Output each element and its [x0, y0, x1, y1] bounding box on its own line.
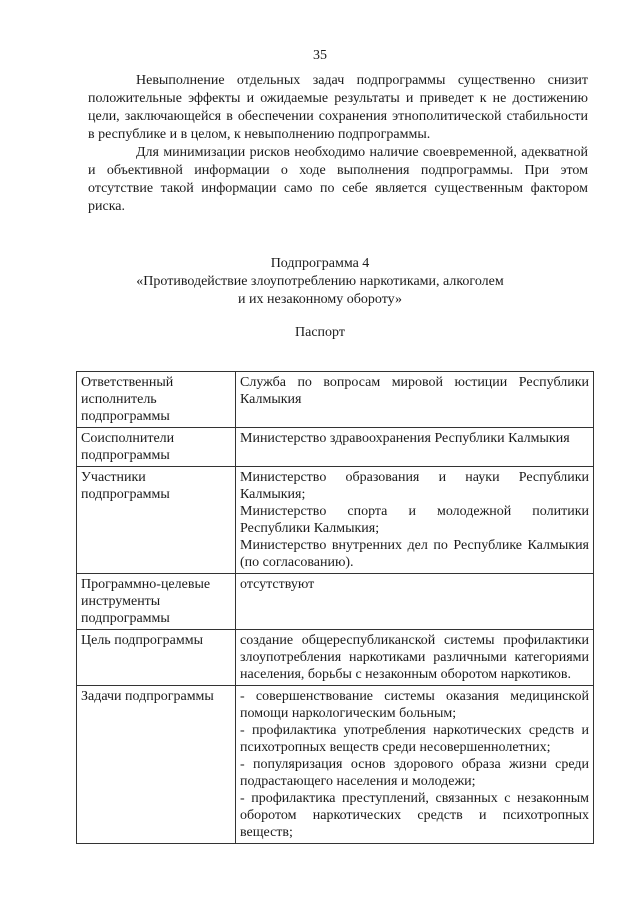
subprogram-title-line-2: и их незаконному обороту»: [238, 292, 402, 307]
table-row: [77, 630, 594, 686]
row-label-goal: Цель подпрограммы: [77, 630, 236, 686]
subprogram-number: Подпрограмма 4: [270, 256, 370, 271]
table-row: [77, 428, 594, 467]
value-line: отсутствуют: [240, 577, 315, 592]
row-label-responsible: Ответственный исполнитель подпрограммы: [77, 372, 236, 428]
subprogram-heading: [0, 255, 640, 309]
passport-table: [76, 371, 594, 844]
value-line: Служба по вопросам мировой юстиции Республики Калмыкия: [240, 375, 589, 407]
passport-title: Паспорт: [295, 325, 345, 340]
row-value-goal: [236, 630, 594, 686]
value-line: - профилактика употребления наркотических средств и психотропных веществ среди несовершеннолетних;: [240, 723, 589, 755]
value-line: создание общереспубликанской системы профилактики злоупотребления наркотиками различными категориями населения, борьбы с незаконным оборотом наркотиков.: [240, 633, 589, 682]
intro-text: [88, 72, 588, 216]
value-line: - профилактика преступлений, связанных с незаконным оборотом наркотических средств и психотропных веществ;: [240, 791, 589, 840]
page-number: 35: [313, 48, 327, 63]
value-line: Министерство здравоохранения Республики Калмыкия: [240, 431, 570, 446]
intro-paragraph-2: Для минимизации рисков необходимо наличие своевременной, адекватной и объективной информации о ходе выполнения подпрограммы. При этом отсутствие такой информации само по себе является существенным фактором риска.: [88, 145, 588, 214]
row-value-tasks: [236, 686, 594, 844]
value-line: - популяризация основ здорового образа жизни среди подрастающего населения и молодежи;: [240, 757, 589, 789]
value-line: - совершенствование системы оказания медицинской помощи наркологическим больным;: [240, 689, 589, 721]
value-line: Министерство внутренних дел по Республике Калмыкия (по согласованию).: [240, 538, 589, 570]
table-row: [77, 372, 594, 428]
row-label-instruments: Программно-целевые инструменты подпрограммы: [77, 574, 236, 630]
table-row: [77, 467, 594, 574]
row-value-responsible: [236, 372, 594, 428]
row-label-tasks: Задачи подпрограммы: [77, 686, 236, 844]
row-label-coexecutors: Соисполнители подпрограммы: [77, 428, 236, 467]
row-label-participants: Участники подпрограммы: [77, 467, 236, 574]
row-value-coexecutors: [236, 428, 594, 467]
intro-paragraph-1: Невыполнение отдельных задач подпрограммы существенно снизит положительные эффекты и ожидаемые результаты и приведет к не достижению цели, заключающейся в обеспечении сохранения этнополитической стабильности в республике и в целом, к невыполнению подпрограммы.: [88, 73, 588, 142]
row-value-instruments: [236, 574, 594, 630]
subprogram-title-line-1: «Противодействие злоупотреблению наркотиками, алкоголем: [136, 274, 504, 289]
value-line: Министерство спорта и молодежной политики Республики Калмыкия;: [240, 504, 589, 536]
table-row: [77, 686, 594, 844]
value-line: Министерство образования и науки Республики Калмыкия;: [240, 470, 589, 502]
row-value-participants: [236, 467, 594, 574]
table-row: [77, 574, 594, 630]
